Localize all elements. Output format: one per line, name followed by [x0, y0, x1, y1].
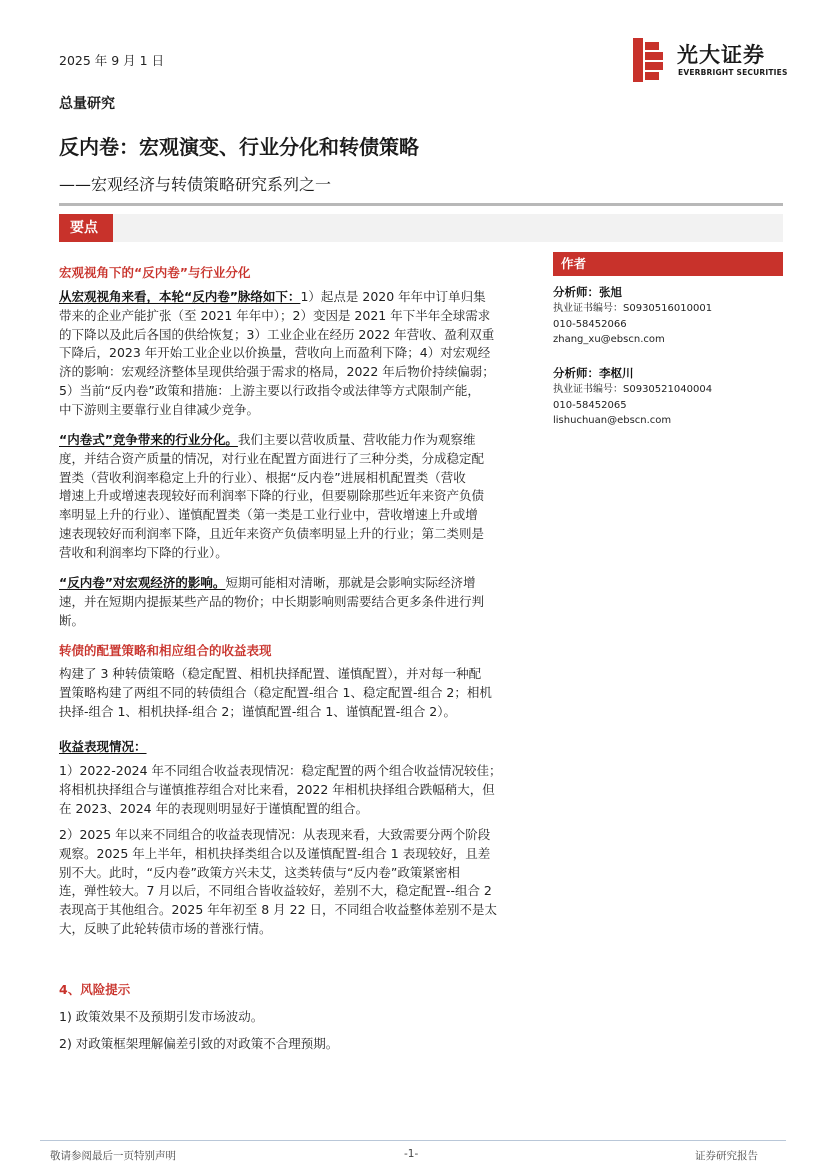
performance-head: 收益表现情况： [59, 739, 147, 754]
author-phone: 010-58452065 [553, 399, 627, 411]
logo-english-name: EVERBRIGHT SECURITIES [678, 68, 788, 77]
lead-macro: 从宏观视角来看，本轮“反内卷”脉络如下： [59, 289, 301, 304]
paragraph-strategies: 构建了 3 种转债策略（稳定配置、相机抉择配置、谨慎配置），并对每一种配 置策略构建了两组不同的转债组合（稳定配置-组合 1、稳定配置-组合 2；相机 抉择-组合 1、相机抉择-组合 2；谨慎配置-组合 1、谨慎配置-组合 2）。 [59, 666, 492, 719]
report-title: 反内卷：宏观演变、行业分化和转债策略 [59, 135, 419, 159]
author-email[interactable]: zhang_xu@ebscn.com [553, 334, 665, 345]
report-subtitle: ——宏观经济与转债策略研究系列之一 [59, 175, 332, 194]
paragraph-perf-2022-2024: 1）2022-2024 年不同组合收益表现情况：稳定配置的两个组合收益情况较佳； 将相机抉择组合与谨慎推荐组合对比来看，2022 年相机抉择组合跌幅稍大，但 在 2023、2024 年的表现则明显好于谨慎配置的组合。 [59, 763, 502, 816]
paragraph-industry-divergence: “内卷式”竞争带来的行业分化。我们主要以营收质量、营收能力作为观察维 度，并结合资产质量的情况，对行业在配置方面进行了三种分类，分成稳定配 置类（营收利润率稳定上升的行业）、根据“反内卷”进展相机配置类（营收 增速上升或增速表现较好而利润率下降的行业，但要剔除那些近年来资产负债 率明显上升的行业）、谨慎配置类（第一类是工业行业中，营收增速上升或增 速表现较好而利润率下降，且近年来资产负债率明显上升的行业；第二类则是 营收和利润率均下降的行业）。 [59, 432, 485, 560]
keypoints-label: 要点 [59, 214, 113, 242]
author-cert: 执业证书编号：S0930516010001 [553, 303, 713, 314]
logo-chinese-name: 光大证券 [677, 43, 765, 67]
section-head-cb-strategy: 转债的配置策略和相应组合的收益表现 [59, 643, 272, 658]
authors-label: 作者 [553, 252, 783, 276]
paragraph-macro-context: 从宏观视角来看，本轮“反内卷”脉络如下：1）起点是 2020 年年中订单归集 带来的企业产能扩张（至 2021 年年中）；2）变因是 2021 年下半年全球需求 的下降以及此后各国的供给恢复；3）工业企业在经历 2022 年营收、盈利双重 下降后，2023 年开始工业企业以价换量，营收向上而盈利下降；4）对宏观经 济的影响：宏观经济整体呈现供给强于需求的格局，2022 年后物价持续偏弱； 5）当前“反内卷”政策和措施：上游主要以行政指令或法律等方式限制产能， 中下游则主要靠行业自律减少竞争。 [59, 289, 495, 417]
paragraph-macro-impact: “反内卷”对宏观经济的影响。短期可能相对清晰，那就是会影响实际经济增 速，并在短期内提振某些产品的物价；中长期影响则需要结合更多条件进行判 断。 [59, 575, 485, 628]
footer-divider [40, 1140, 786, 1141]
author-card-2 [553, 364, 783, 429]
lead-impact: “反内卷”对宏观经济的影响。 [59, 575, 226, 590]
author-email[interactable]: lishuchuan@ebscn.com [553, 415, 672, 426]
section-head-macro: 宏观视角下的“反内卷”与行业分化 [59, 265, 251, 280]
footer-disclaimer: 敬请参阅最后一页特别声明 [50, 1150, 176, 1162]
keypoints-bar [59, 214, 783, 242]
author-cert: 执业证书编号：S0930521040004 [553, 384, 713, 395]
company-logo [633, 38, 788, 84]
page-number: -1- [404, 1148, 419, 1160]
author-card-1 [553, 283, 783, 348]
section-head-risk: 4、风险提示 [59, 982, 131, 997]
report-category: 总量研究 [59, 96, 115, 112]
risk-item: 2) 对政策框架理解偏差引致的对政策不合理预期。 [59, 1036, 339, 1051]
author-name: 分析师：张旭 [553, 285, 622, 299]
report-type: 证券研究报告 [695, 1150, 758, 1162]
report-date: 2025 年 9 月 1 日 [59, 53, 165, 68]
lead-industry: “内卷式”竞争带来的行业分化。 [59, 432, 238, 447]
everbright-logo-icon [633, 38, 665, 82]
author-name: 分析师：李枢川 [553, 366, 634, 380]
paragraph-perf-2025: 2）2025 年以来不同组合的收益表现情况：从表现来看，大致需要分两个阶段 观察。2025 年上半年，相机抉择类组合以及谨慎配置-组合 1 表现较好，且差 别不大。此时，“反内卷”政策方兴未艾，这类转债与“反内卷”政策紧密相 连，弹性较大。7 月以后，不同组合皆收益较好，差别不大，稳定配置--组合 2 表现高于其他组合。2025 年年初至 8 月 22 日，不同组合收益整体差别不是太 大，反映了此轮转债市场的普涨行情。 [59, 827, 498, 936]
author-phone: 010-58452066 [553, 318, 627, 330]
header-divider [59, 203, 783, 206]
risk-item: 1) 政策效果不及预期引发市场波动。 [59, 1009, 264, 1024]
